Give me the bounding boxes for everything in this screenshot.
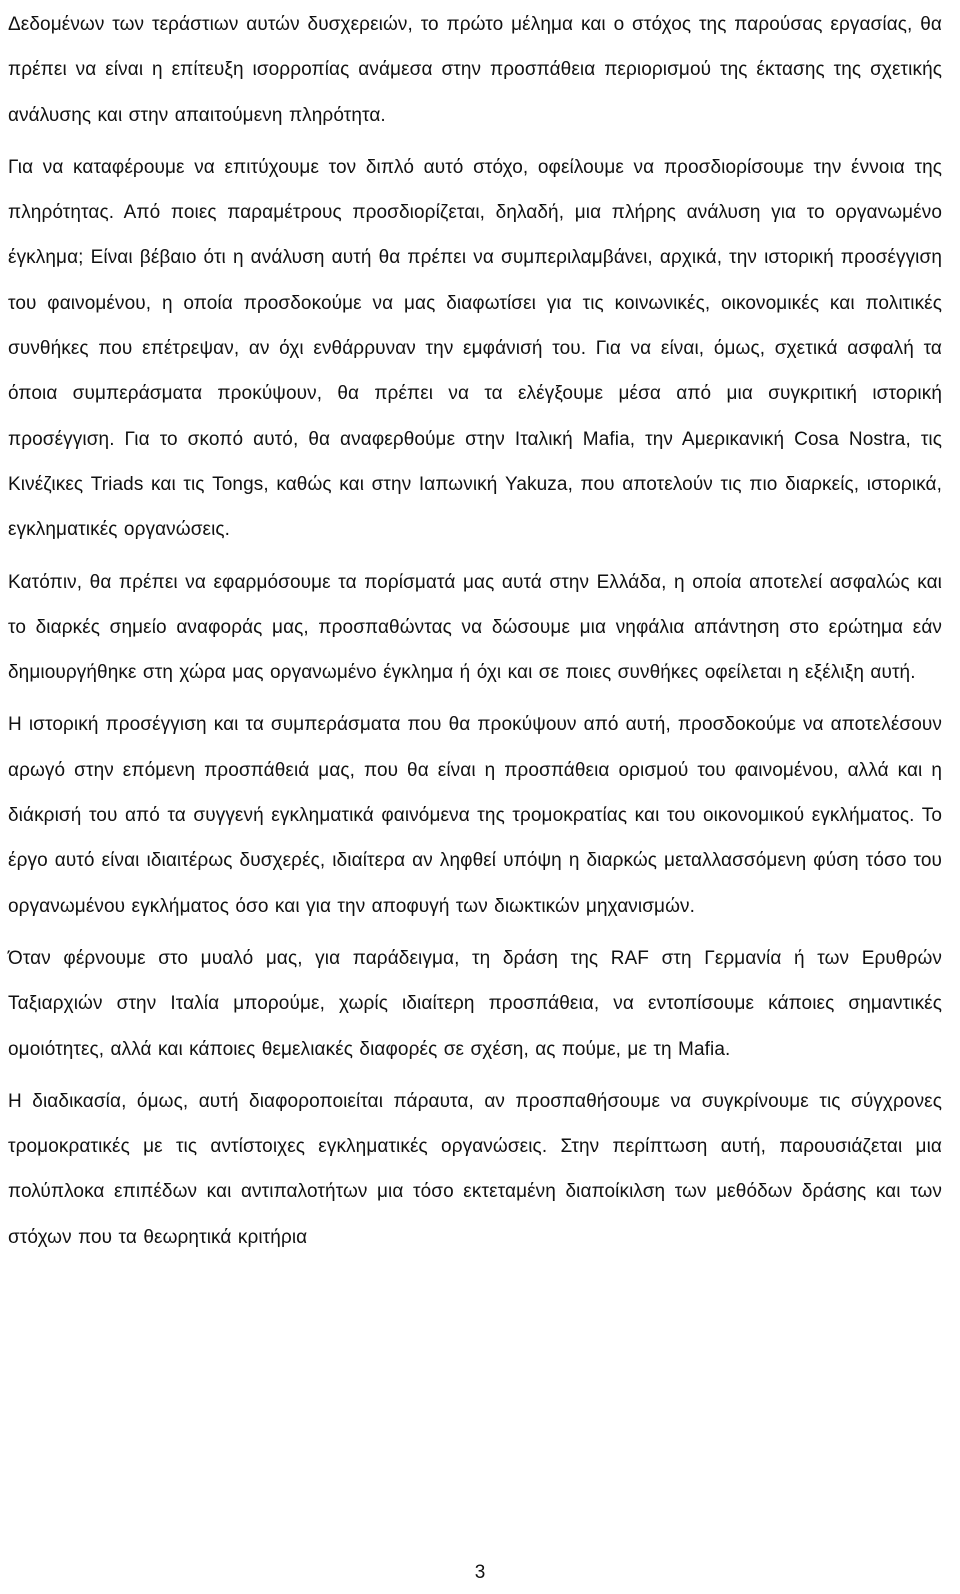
page-number: 3 bbox=[474, 1562, 486, 1583]
paragraph-3: Κατόπιν, θα πρέπει να εφαρμόσουμε τα πορίσματά μας αυτά στην Ελλάδα, η οποία αποτελεί ασφαλώς και το διαρκές σημείο αναφοράς μας, προσπαθώντας να δώσουμε μια νηφάλια απάντηση στο ερώτημα εάν δημιουργήθηκε στη χώρα μας οργανωμένο έγκλημα ή όχι και σε ποιες συνθήκες οφείλεται η εξέλιξη αυτή. bbox=[8, 571, 942, 684]
paragraph-2: Για να καταφέρουμε να επιτύχουμε τον διπλό αυτό στόχο, οφείλουμε να προσδιορίσουμε την έννοια της πληρότητας. Από ποιες παραμέτρους προσδιορίζεται, δηλαδή, μια πλήρης ανάλυση για το οργανωμένο έγκλημα; Είναι βέβαιο ότι η ανάλυση αυτή θα πρέπει να συμπεριλαμβάνει, αρχικά, την ιστορική προσέγγιση του φαινομένου, η οποία προσδοκούμε να μας διαφωτίσει για τις κοινωνικές, οικονομικές και πολιτικές συνθήκες που επέτρεψαν, αν όχι ενθάρρυναν την εμφάνισή του. Για να είναι, όμως, σχετικά ασφαλή τα όποια συμπεράσματα προκύψουν, θα πρέπει να τα ελέγξουμε μέσα από μια συγκριτική ιστορική προσέγγιση. Για το σκοπό αυτό, θα αναφερθούμε στην Ιταλική Mafia, την Αμερικανική Cosa Nostra, τις Κινέζικες Triads και τις Tongs, καθώς και στην Ιαπωνική Yakuza, που αποτελούν τις πιο διαρκείς, ιστορικά, εγκληματικές οργανώσεις. bbox=[8, 156, 942, 541]
paragraph-4: Η ιστορική προσέγγιση και τα συμπεράσματα που θα προκύψουν από αυτή, προσδοκούμε να αποτελέσουν αρωγό στην επόμενη προσπάθειά μας, που θα είναι η προσπάθεια ορισμού του φαινομένου, αλλά και η διάκρισή του από τα συγγενή εγκληματικά φαινόμενα της τρομοκρατίας και του οικονομικού εγκλήματος. Το έργο αυτό είναι ιδιαιτέρως δυσχερές, ιδιαίτερα αν ληφθεί υπόψη η διαρκώς μεταλλασσόμενη φύση τόσο του οργανωμένου εγκλήματος όσο και για την αποφυγή των διωκτικών μηχανισμών. bbox=[8, 714, 942, 917]
paragraph-1: Δεδομένων των τεράστιων αυτών δυσχερειών, το πρώτο μέλημα και ο στόχος της παρούσας εργασίας, θα πρέπει να είναι η επίτευξη ισορροπίας ανάμεσα στην προσπάθεια περιορισμού της έκτασης της σχετικής ανάλυσης και στην απαιτούμενη πληρότητα. bbox=[8, 14, 942, 126]
paragraph-6: Η διαδικασία, όμως, αυτή διαφοροποιείται πάραυτα, αν προσπαθήσουμε να συγκρίνουμε τις σύγχρονες τρομοκρατικές με τις αντίστοιχες εγκληματικές οργανώσεις. Στην περίπτωση αυτή, παρουσιάζεται μια πολύπλοκα επιπέδων και αντιπαλοτήτων μια τόσο εκτεταμένη διαποίκιλση των μεθόδων δράσης και των στόχων που τα θεωρητικά κριτήρια bbox=[8, 1090, 942, 1248]
paragraph-5: Όταν φέρνουμε στο μυαλό μας, για παράδειγμα, τη δράση της RAF στη Γερμανία ή των Ερυθρών Ταξιαρχιών στην Ιταλία μπορούμε, χωρίς ιδιαίτερη προσπάθεια, να εντοπίσουμε κάποιες σημαντικές ομοιότητες, αλλά και κάποιες θεμελιακές διαφορές σε σχέση, ας πούμε, με τη Mafia. bbox=[8, 947, 942, 1060]
